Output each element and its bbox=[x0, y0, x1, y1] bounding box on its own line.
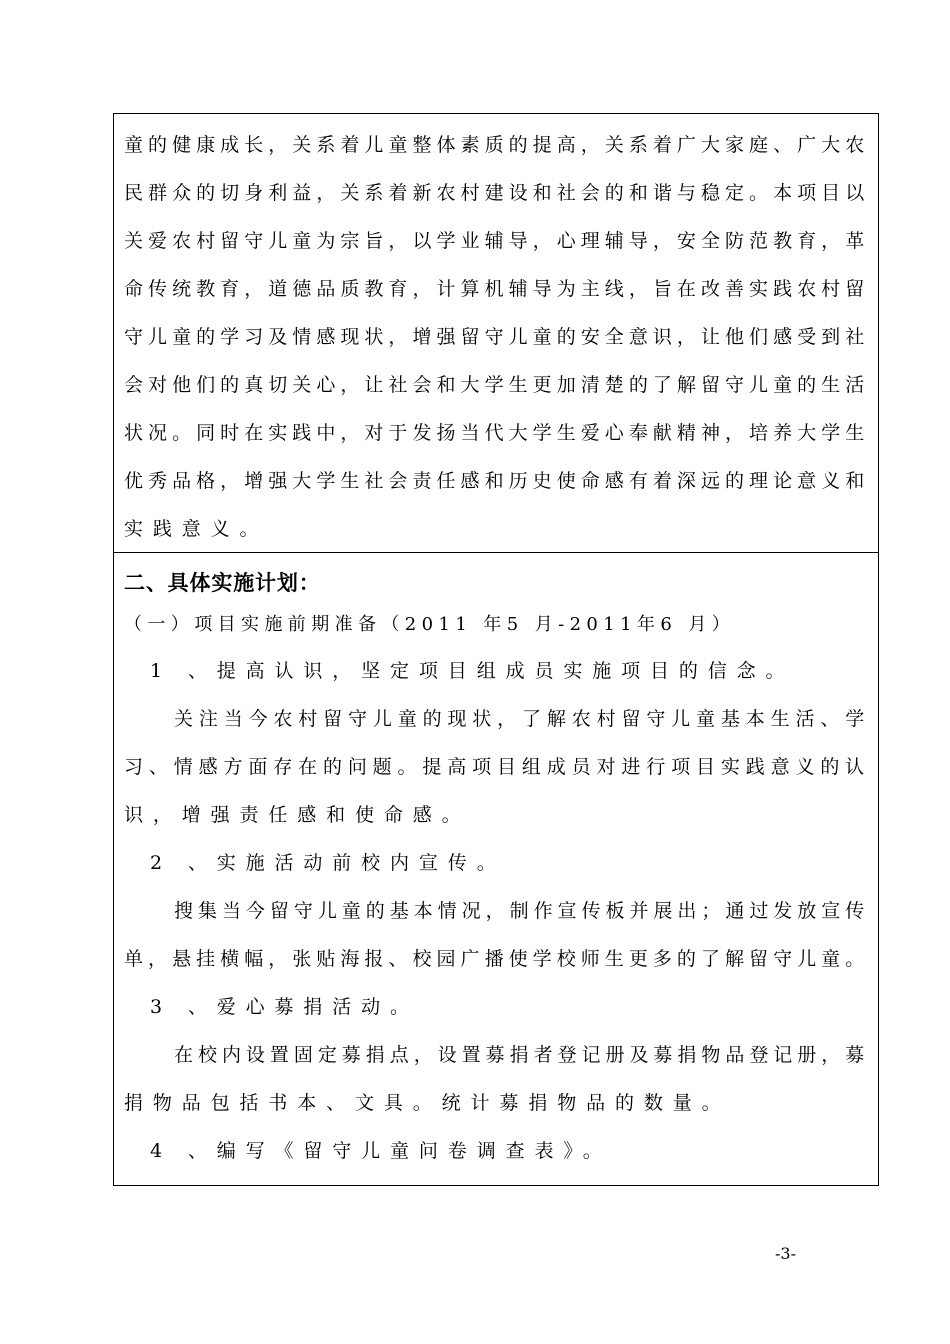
list-item: 2 、实施活动前校内宣传。 bbox=[150, 852, 506, 874]
paragraph-line: 民群众的切身利益，关系着新农村建设和社会的和谐与稳定。本项目以 bbox=[124, 182, 868, 204]
paragraph-line: 会对他们的真切关心，让社会和大学生更加清楚的了解留守儿童的生活 bbox=[124, 374, 868, 396]
document-table bbox=[113, 113, 879, 1186]
section-heading: 二、具体实施计划： bbox=[124, 571, 321, 595]
paragraph-line: 习、情感方面存在的问题。提高项目组成员对进行项目实践意义的认 bbox=[124, 756, 868, 778]
paragraph-line: 单，悬挂横幅，张贴海报、校园广播使学校师生更多的了解留守儿童。 bbox=[124, 948, 868, 970]
page-number: -3- bbox=[775, 1244, 796, 1263]
paragraph-line: 童的健康成长，关系着儿童整体素质的提高，关系着广大家庭、广大农 bbox=[124, 134, 868, 156]
paragraph-line: 状况。同时在实践中，对于发扬当代大学生爱心奉献精神，培养大学生 bbox=[124, 422, 868, 444]
paragraph-line: 实践意义。 bbox=[124, 518, 269, 540]
paragraph-line: 识，增强责任感和使命感。 bbox=[124, 804, 471, 826]
list-item: 1 、提高认识，坚定项目组成员实施项目的信念。 bbox=[150, 660, 795, 682]
paragraph-line: 关爱农村留守儿童为宗旨，以学业辅导，心理辅导，安全防范教育，革 bbox=[124, 230, 868, 252]
plan-section bbox=[114, 553, 878, 1185]
subsection-heading: （一）项目实施前期准备（2011 年5 月-2011年6 月） bbox=[124, 614, 736, 635]
paragraph-line: 关注当今农村留守儿童的现状，了解农村留守儿童基本生活、学 bbox=[174, 708, 868, 730]
paragraph-line: 捐物品包括书本、文具。统计募捐物品的数量。 bbox=[124, 1092, 731, 1114]
list-item: 4 、编写《留守儿童问卷调查表》。 bbox=[150, 1140, 612, 1162]
list-item: 3 、爱心募捐活动。 bbox=[150, 996, 419, 1018]
paragraph-line: 在校内设置固定募捐点，设置募捐者登记册及募捐物品登记册，募 bbox=[174, 1044, 868, 1066]
paragraph-line: 搜集当今留守儿童的基本情况，制作宣传板并展出；通过发放宣传 bbox=[174, 900, 868, 922]
paragraph-line: 命传统教育，道德品质教育，计算机辅导为主线，旨在改善实践农村留 bbox=[124, 278, 868, 300]
background-section bbox=[114, 114, 878, 553]
paragraph-line: 优秀品格，增强大学生社会责任感和历史使命感有着深远的理论意义和 bbox=[124, 470, 868, 492]
paragraph-line: 守儿童的学习及情感现状，增强留守儿童的安全意识，让他们感受到社 bbox=[124, 326, 868, 348]
